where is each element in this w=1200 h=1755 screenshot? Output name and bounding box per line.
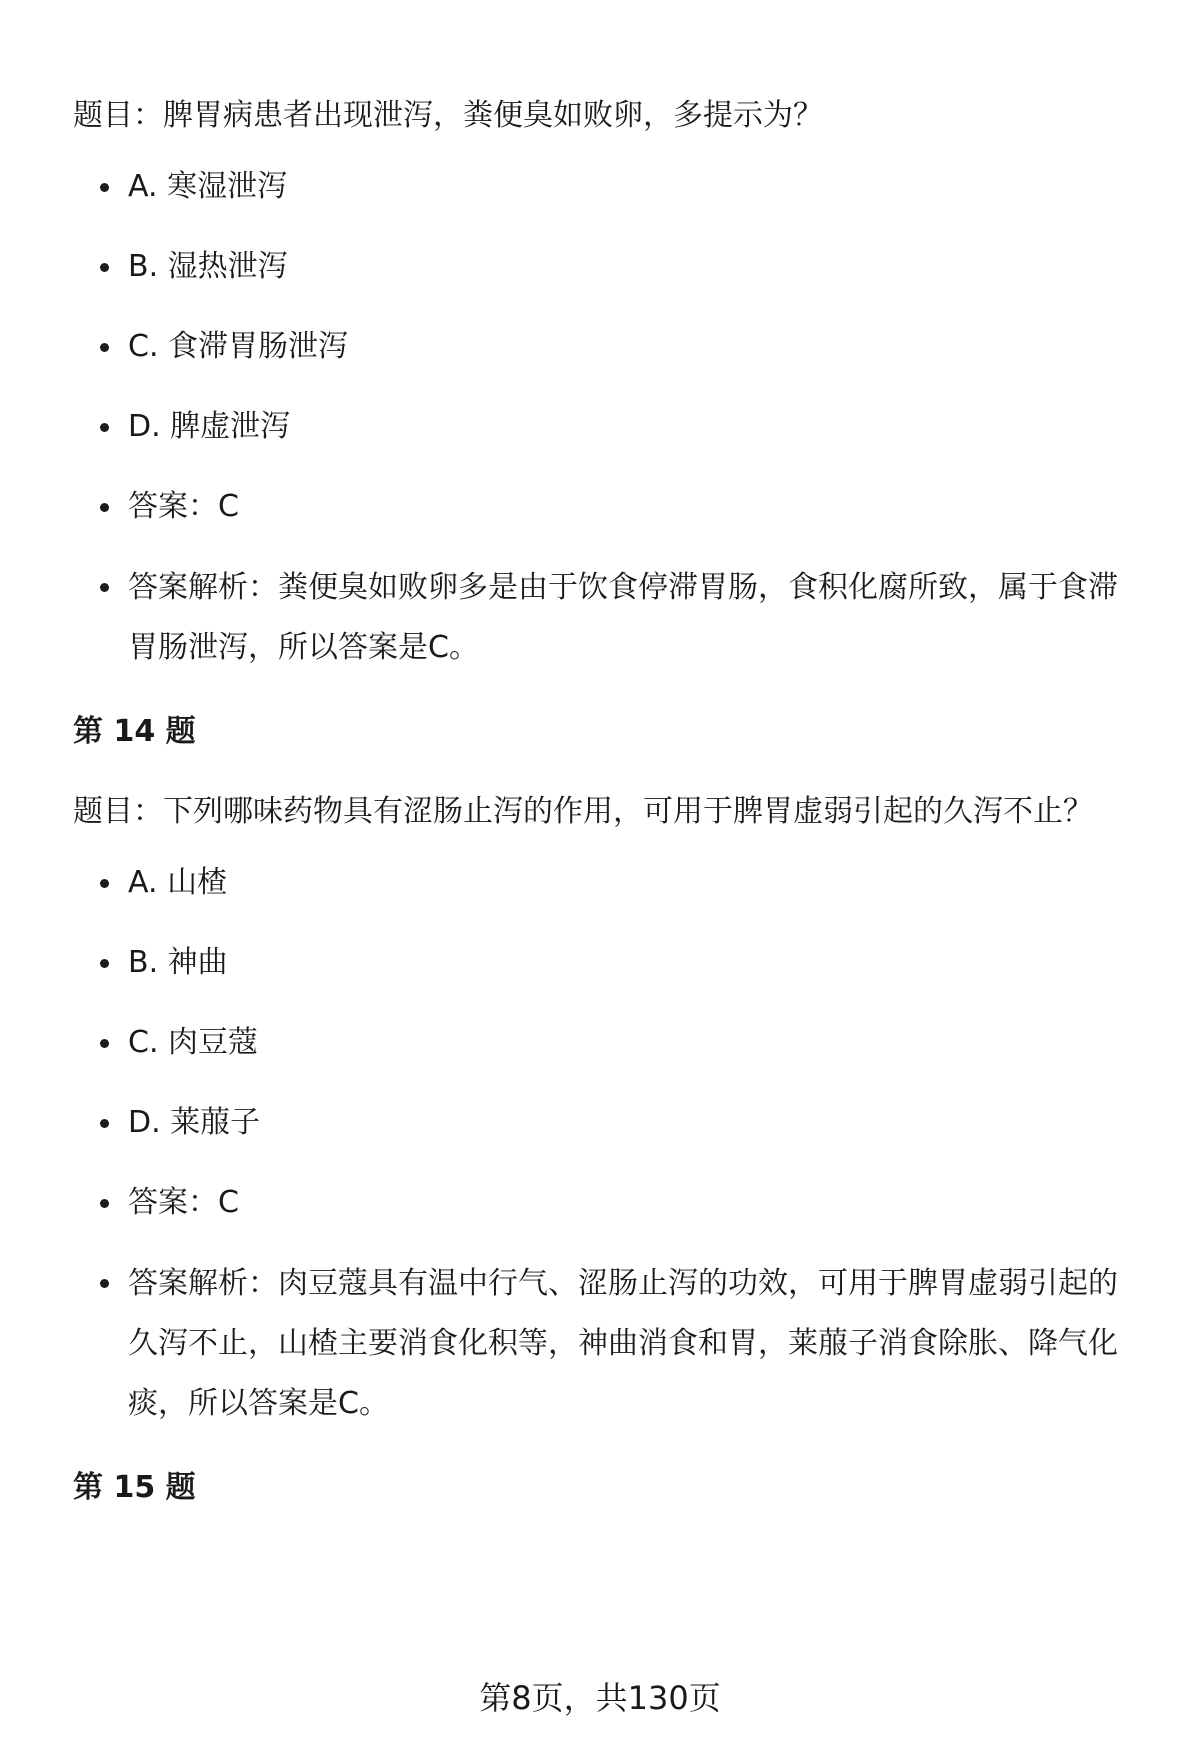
page-number-footer: 第8页，共130页 <box>479 1679 721 1717</box>
question-14-heading: 第 14 题 <box>73 714 196 749</box>
bullet-icon <box>100 423 109 432</box>
option-d: D. 脾虚泄泻 <box>73 398 1143 456</box>
option-d: D. 莱菔子 <box>73 1094 1143 1152</box>
page-content <box>73 96 1143 1508</box>
answer: 答案：C <box>73 1174 1143 1232</box>
bullet-icon <box>100 1039 109 1048</box>
question-13-options <box>73 158 1143 678</box>
answer-explanation: 答案解析：肉豆蔻具有温中行气、涩肠止泻的功效，可用于脾胃虚弱引起的久泻不止，山楂主要消食化积等，神曲消食和胃，莱菔子消食除胀、降气化痰，所以答案是C。 <box>73 1254 1143 1434</box>
bullet-icon <box>100 959 109 968</box>
bullet-icon <box>100 1279 109 1288</box>
bullet-icon <box>100 1119 109 1128</box>
bullet-icon <box>100 343 109 352</box>
option-b: B. 湿热泄泻 <box>73 238 1143 296</box>
option-c: C. 肉豆蔻 <box>73 1014 1143 1072</box>
question-14-options <box>73 854 1143 1434</box>
bullet-icon <box>100 1199 109 1208</box>
question-14-text: 题目：下列哪味药物具有涩肠止泻的作用，可用于脾胃虚弱引起的久泻不止？ <box>73 794 1093 829</box>
option-a: A. 山楂 <box>73 854 1143 912</box>
question-13-text: 题目：脾胃病患者出现泄泻，粪便臭如败卵，多提示为？ <box>73 98 823 133</box>
bullet-icon <box>100 263 109 272</box>
bullet-icon <box>100 183 109 192</box>
bullet-icon <box>100 503 109 512</box>
bullet-icon <box>100 583 109 592</box>
option-a: A. 寒湿泄泻 <box>73 158 1143 216</box>
option-b: B. 神曲 <box>73 934 1143 992</box>
option-c: C. 食滞胃肠泄泻 <box>73 318 1143 376</box>
answer: 答案：C <box>73 478 1143 536</box>
answer-explanation: 答案解析：粪便臭如败卵多是由于饮食停滞胃肠，食积化腐所致，属于食滞胃肠泄泻，所以答案是C。 <box>73 558 1143 678</box>
question-15-heading: 第 15 题 <box>73 1470 196 1505</box>
bullet-icon <box>100 879 109 888</box>
